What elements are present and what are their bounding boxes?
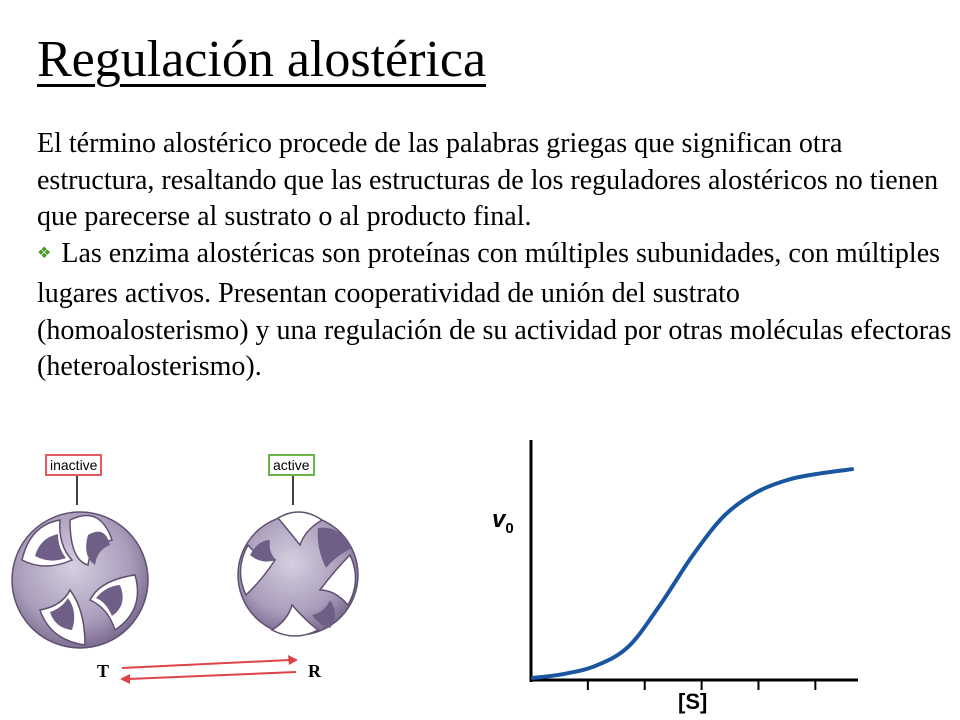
slide-title: Regulación alostérica — [37, 31, 487, 88]
x-axis-label: [S] — [678, 689, 708, 714]
paragraph-allosteric-enzymes-text: Las enzima alostéricas son proteínas con múltiples subunidades, con múltiples lugares activos. Presentan cooperatividad de unión del sustrato (homoalosterismo) y una regulación de su actividad por otras moléculas efectoras (heteroalosterismo). — [37, 237, 952, 382]
inactive-label: inactive — [45, 454, 102, 476]
state-t-label: T — [97, 661, 110, 681]
diamond-bullet-icon: ❖ — [37, 244, 52, 262]
y-axis-label: $v_0$ — [492, 506, 514, 537]
velocity-curve — [533, 469, 852, 678]
active-label: active — [268, 454, 315, 476]
state-r-label: R — [308, 661, 321, 681]
paragraph-definition: El término alostérico procede de las palabras griegas que significan otra estructura, resaltando que las estructuras de los reguladores alostéricos no tienen que parecerse al sustrato o al producto final. — [37, 128, 939, 232]
